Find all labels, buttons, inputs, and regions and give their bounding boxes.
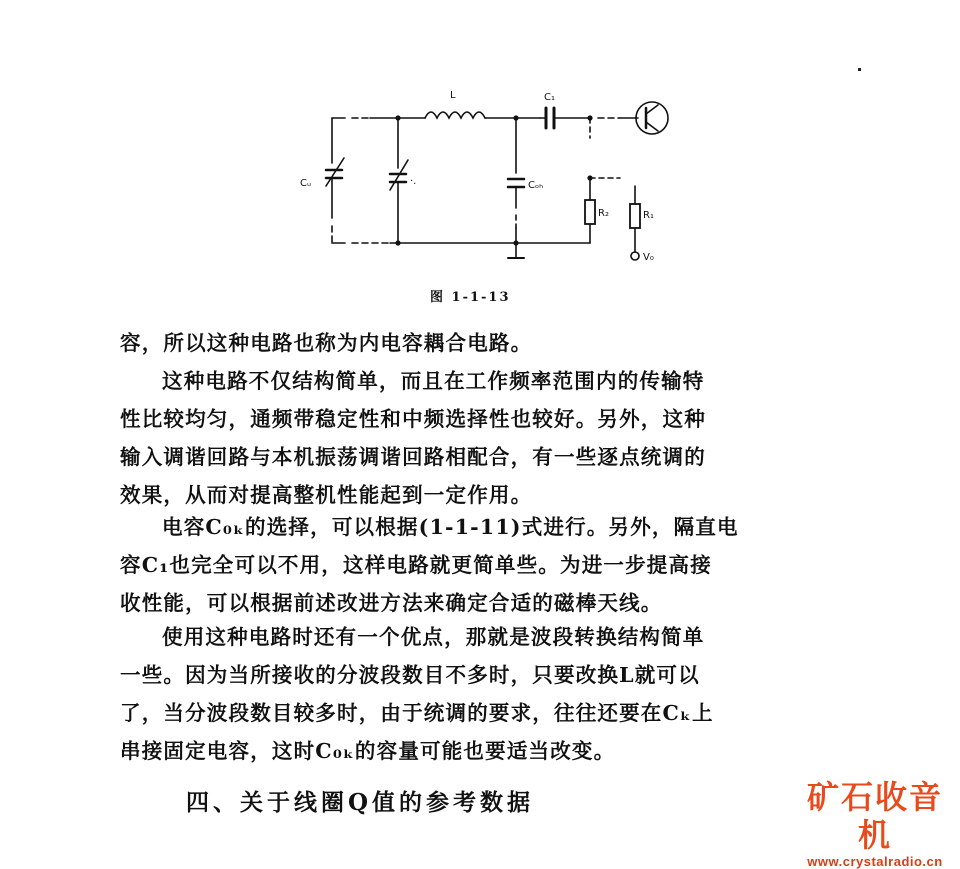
transistor-collector: [646, 105, 658, 114]
junction-dot: [513, 240, 518, 245]
label-c1: C₁: [544, 92, 555, 103]
text-line: 效果，从而对提高整机性能起到一定作用。: [120, 483, 533, 507]
watermark-title: 矿石收音机: [806, 778, 943, 854]
label-r2: R₂: [598, 208, 609, 219]
paragraph-1: [120, 324, 860, 362]
junction-dot: [395, 240, 400, 245]
text-line: 了，当分波段数目较多时，由于统调的要求，往往还要在Cₖ上: [120, 701, 714, 725]
transistor-circle: [636, 102, 668, 134]
junction-dot: [587, 175, 592, 180]
figure-caption: 图 1-1-13: [430, 290, 511, 305]
text-line: 收性能，可以根据前述改进方法来确定合适的磁棒天线。: [120, 591, 663, 615]
paragraph-4: [120, 618, 860, 770]
paragraph-3: [120, 508, 860, 622]
text-line: 输入调谐回路与本机振荡调谐回路相配合，有一些逐点统调的: [120, 445, 706, 469]
inductor-coil: [425, 112, 485, 118]
circuit-figure: [290, 78, 710, 278]
text-line: 这种电路不仅结构简单，而且在工作频率范围内的传输特: [162, 369, 705, 393]
section-heading: 四、关于线圈Q值的参考数据: [186, 789, 535, 816]
label-l: L: [450, 90, 456, 101]
text-line: 串接固定电容，这时C₀ₖ的容量可能也要适当改变。: [120, 739, 616, 763]
junction-dot: [395, 115, 400, 120]
transistor-emitter: [646, 122, 658, 131]
text-line: 性比较均匀，通频带稳定性和中频选择性也较好。另外，这种: [120, 407, 706, 431]
label-r1: R₁: [643, 210, 654, 221]
text-line: 使用这种电路时还有一个优点，那就是波段转换结构简单: [162, 625, 705, 649]
watermark-url: www.crystalradio.cn: [807, 854, 943, 869]
text-line: 容，所以这种电路也称为内电容耦合电路。: [120, 331, 533, 355]
r1-body: [630, 204, 640, 228]
text-line: 容C₁也完全可以不用，这样电路就更简单些。为进一步提高接: [120, 553, 712, 577]
scan-speck: [858, 68, 861, 71]
label-cch: Cₒₕ: [528, 180, 544, 191]
circuit-diagram: [290, 78, 710, 278]
label-cw: Cᵤ: [300, 178, 312, 189]
paragraph-2: [120, 362, 860, 514]
junction-dot: [513, 115, 518, 120]
v-terminal: [631, 252, 639, 260]
text-line: 电容C₀ₖ的选择，可以根据(1-1-11)式进行。另外，隔直电: [162, 515, 739, 539]
cw-arrow: [326, 158, 344, 186]
label-v: V₀: [643, 252, 654, 263]
text-line: 一些。因为当所接收的分波段数目不多时，只要改换L就可以: [120, 663, 700, 687]
r2-body: [585, 200, 595, 224]
label-c2: ·.: [410, 176, 417, 187]
watermark-logo: [795, 778, 955, 869]
junction-dot: [587, 115, 592, 120]
junction-dots: [395, 115, 592, 245]
